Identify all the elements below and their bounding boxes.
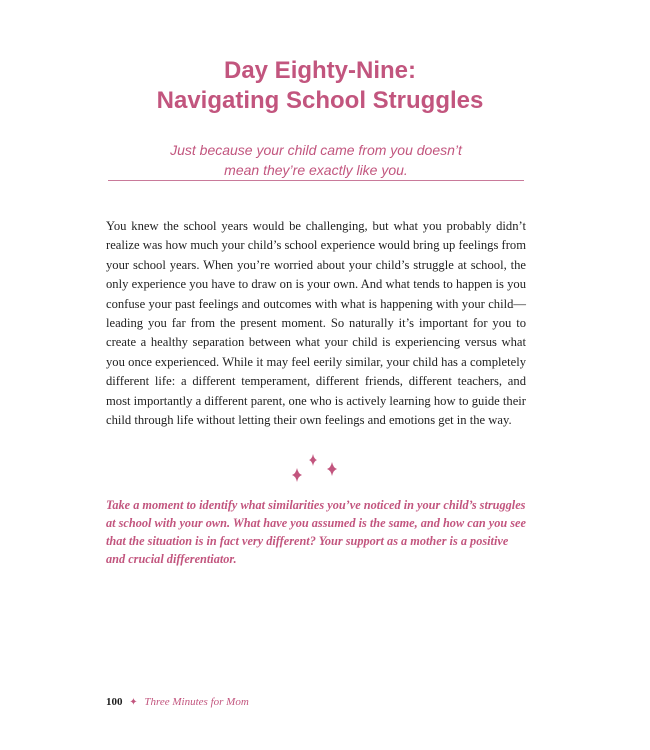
star-separator-icon: ✦ bbox=[129, 697, 138, 708]
subtitle-line-2: mean they’re exactly like you. bbox=[224, 162, 408, 178]
title-line-1: Day Eighty-Nine: bbox=[223, 57, 417, 84]
sparkles-icon bbox=[288, 452, 344, 486]
reflection-prompt: Take a moment to identify what similarities you’ve noticed in your child’s struggles at school with your own. What have you assumed is the same, and how can you see that the situation is in fact very different? Your support as a mother is a positive and crucial differentiator. bbox=[106, 498, 526, 566]
body-paragraph: You knew the school years would be challenging, but what you probably didn’t realize was how much your child’s school experience would bring up feelings from your school years. When you’re worried about your child’s struggle at school, the only experience you have to draw on is your own. And what tends to happen is you confuse your past feelings and outcomes with what is happening with your child—leading you far from the present moment. So naturally it’s important for you to create a healthy separation between what your child is experiencing versus what you once experienced. While it may feel eerily similar, your child has a completely different life: a different temperament, different friends, different teachers, and most importantly a different parent, one who is actively learning how to guide their child through life without letting their own feelings and emotions get in the way. bbox=[106, 219, 526, 428]
page-number: 100 bbox=[106, 696, 123, 708]
title-line-2: Navigating School Struggles bbox=[156, 87, 484, 114]
page-subtitle bbox=[108, 140, 524, 180]
page-title bbox=[100, 56, 540, 116]
page-footer bbox=[106, 694, 249, 711]
subtitle-line-1: Just because your child came from you doesn’t bbox=[170, 142, 462, 158]
book-title: Three Minutes for Mom bbox=[144, 696, 249, 708]
divider-rule bbox=[108, 180, 524, 181]
